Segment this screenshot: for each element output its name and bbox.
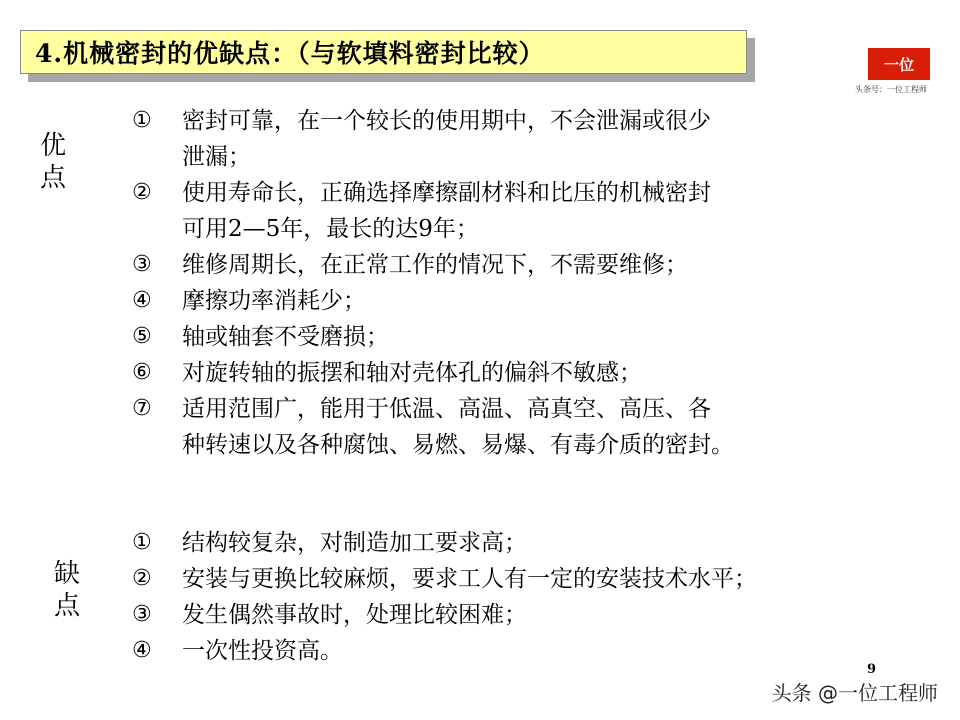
item-text-cont: 可用2—5年，最长的达9年； bbox=[182, 216, 479, 242]
disadvantages-label-char-2: 点 bbox=[53, 591, 80, 621]
disadvantage-item-4 bbox=[132, 633, 902, 669]
brand-logo: 一位 bbox=[868, 48, 930, 80]
item-number: ② bbox=[132, 180, 152, 205]
item-text-cont: 种转速以及各种腐蚀、易燃、易爆、有毒介质的密封。 bbox=[182, 432, 734, 458]
item-number: ② bbox=[132, 566, 152, 591]
disadvantages-label bbox=[47, 558, 87, 622]
item-number: ⑦ bbox=[132, 396, 152, 421]
item-number: ⑥ bbox=[132, 360, 152, 385]
disadvantages-label-char-1: 缺 bbox=[53, 559, 80, 589]
item-text: 使用寿命长，正确选择摩擦副材料和比压的机械密封 bbox=[182, 180, 711, 206]
item-text: 适用范围广，能用于低温、高温、高真空、高压、各 bbox=[182, 396, 711, 422]
source-watermark: 头条 @一位工程师 bbox=[771, 681, 938, 705]
advantages-label bbox=[33, 130, 73, 194]
advantages-label-char-2: 点 bbox=[39, 163, 66, 193]
advantage-item-4 bbox=[132, 283, 902, 319]
disadvantage-item-1 bbox=[132, 525, 902, 561]
item-number: ③ bbox=[132, 602, 152, 627]
item-text: 维修周期长，在正常工作的情况下，不需要维修； bbox=[182, 252, 688, 278]
item-text: 摩擦功率消耗少； bbox=[182, 288, 366, 314]
item-text: 一次性投资高。 bbox=[182, 638, 343, 664]
advantage-item-7 bbox=[132, 391, 902, 463]
item-text: 对旋转轴的振摆和轴对壳体孔的偏斜不敏感； bbox=[182, 360, 642, 386]
disadvantage-item-3 bbox=[132, 597, 902, 633]
item-number: ① bbox=[132, 530, 152, 555]
item-number: ④ bbox=[132, 638, 152, 663]
logo-caption: 头条号：一位工程师 bbox=[855, 85, 927, 94]
item-text: 轴或轴套不受磨损； bbox=[182, 324, 389, 350]
item-text: 安装与更换比较麻烦，要求工人有一定的安装技术水平； bbox=[182, 566, 757, 592]
item-text-cont: 泄漏； bbox=[182, 144, 251, 170]
page-number: 9 bbox=[867, 662, 877, 677]
disadvantages-list bbox=[132, 525, 902, 669]
item-number: ⑤ bbox=[132, 324, 152, 349]
advantages-list bbox=[132, 103, 902, 463]
item-number: ④ bbox=[132, 288, 152, 313]
item-text: 结构较复杂，对制造加工要求高； bbox=[182, 530, 527, 556]
advantage-item-6 bbox=[132, 355, 902, 391]
advantage-item-3 bbox=[132, 247, 902, 283]
item-number: ③ bbox=[132, 252, 152, 277]
advantages-label-char-1: 优 bbox=[39, 131, 66, 161]
slide-title: 4.机械密封的优缺点：（与软填料密封比较） bbox=[20, 30, 747, 74]
advantage-item-2 bbox=[132, 175, 902, 247]
item-text: 密封可靠，在一个较长的使用期中，不会泄漏或很少 bbox=[182, 108, 711, 134]
advantage-item-5 bbox=[132, 319, 902, 355]
item-number: ① bbox=[132, 108, 152, 133]
item-text: 发生偶然事故时，处理比较困难； bbox=[182, 602, 527, 628]
advantage-item-1 bbox=[132, 103, 902, 175]
disadvantage-item-2 bbox=[132, 561, 902, 597]
